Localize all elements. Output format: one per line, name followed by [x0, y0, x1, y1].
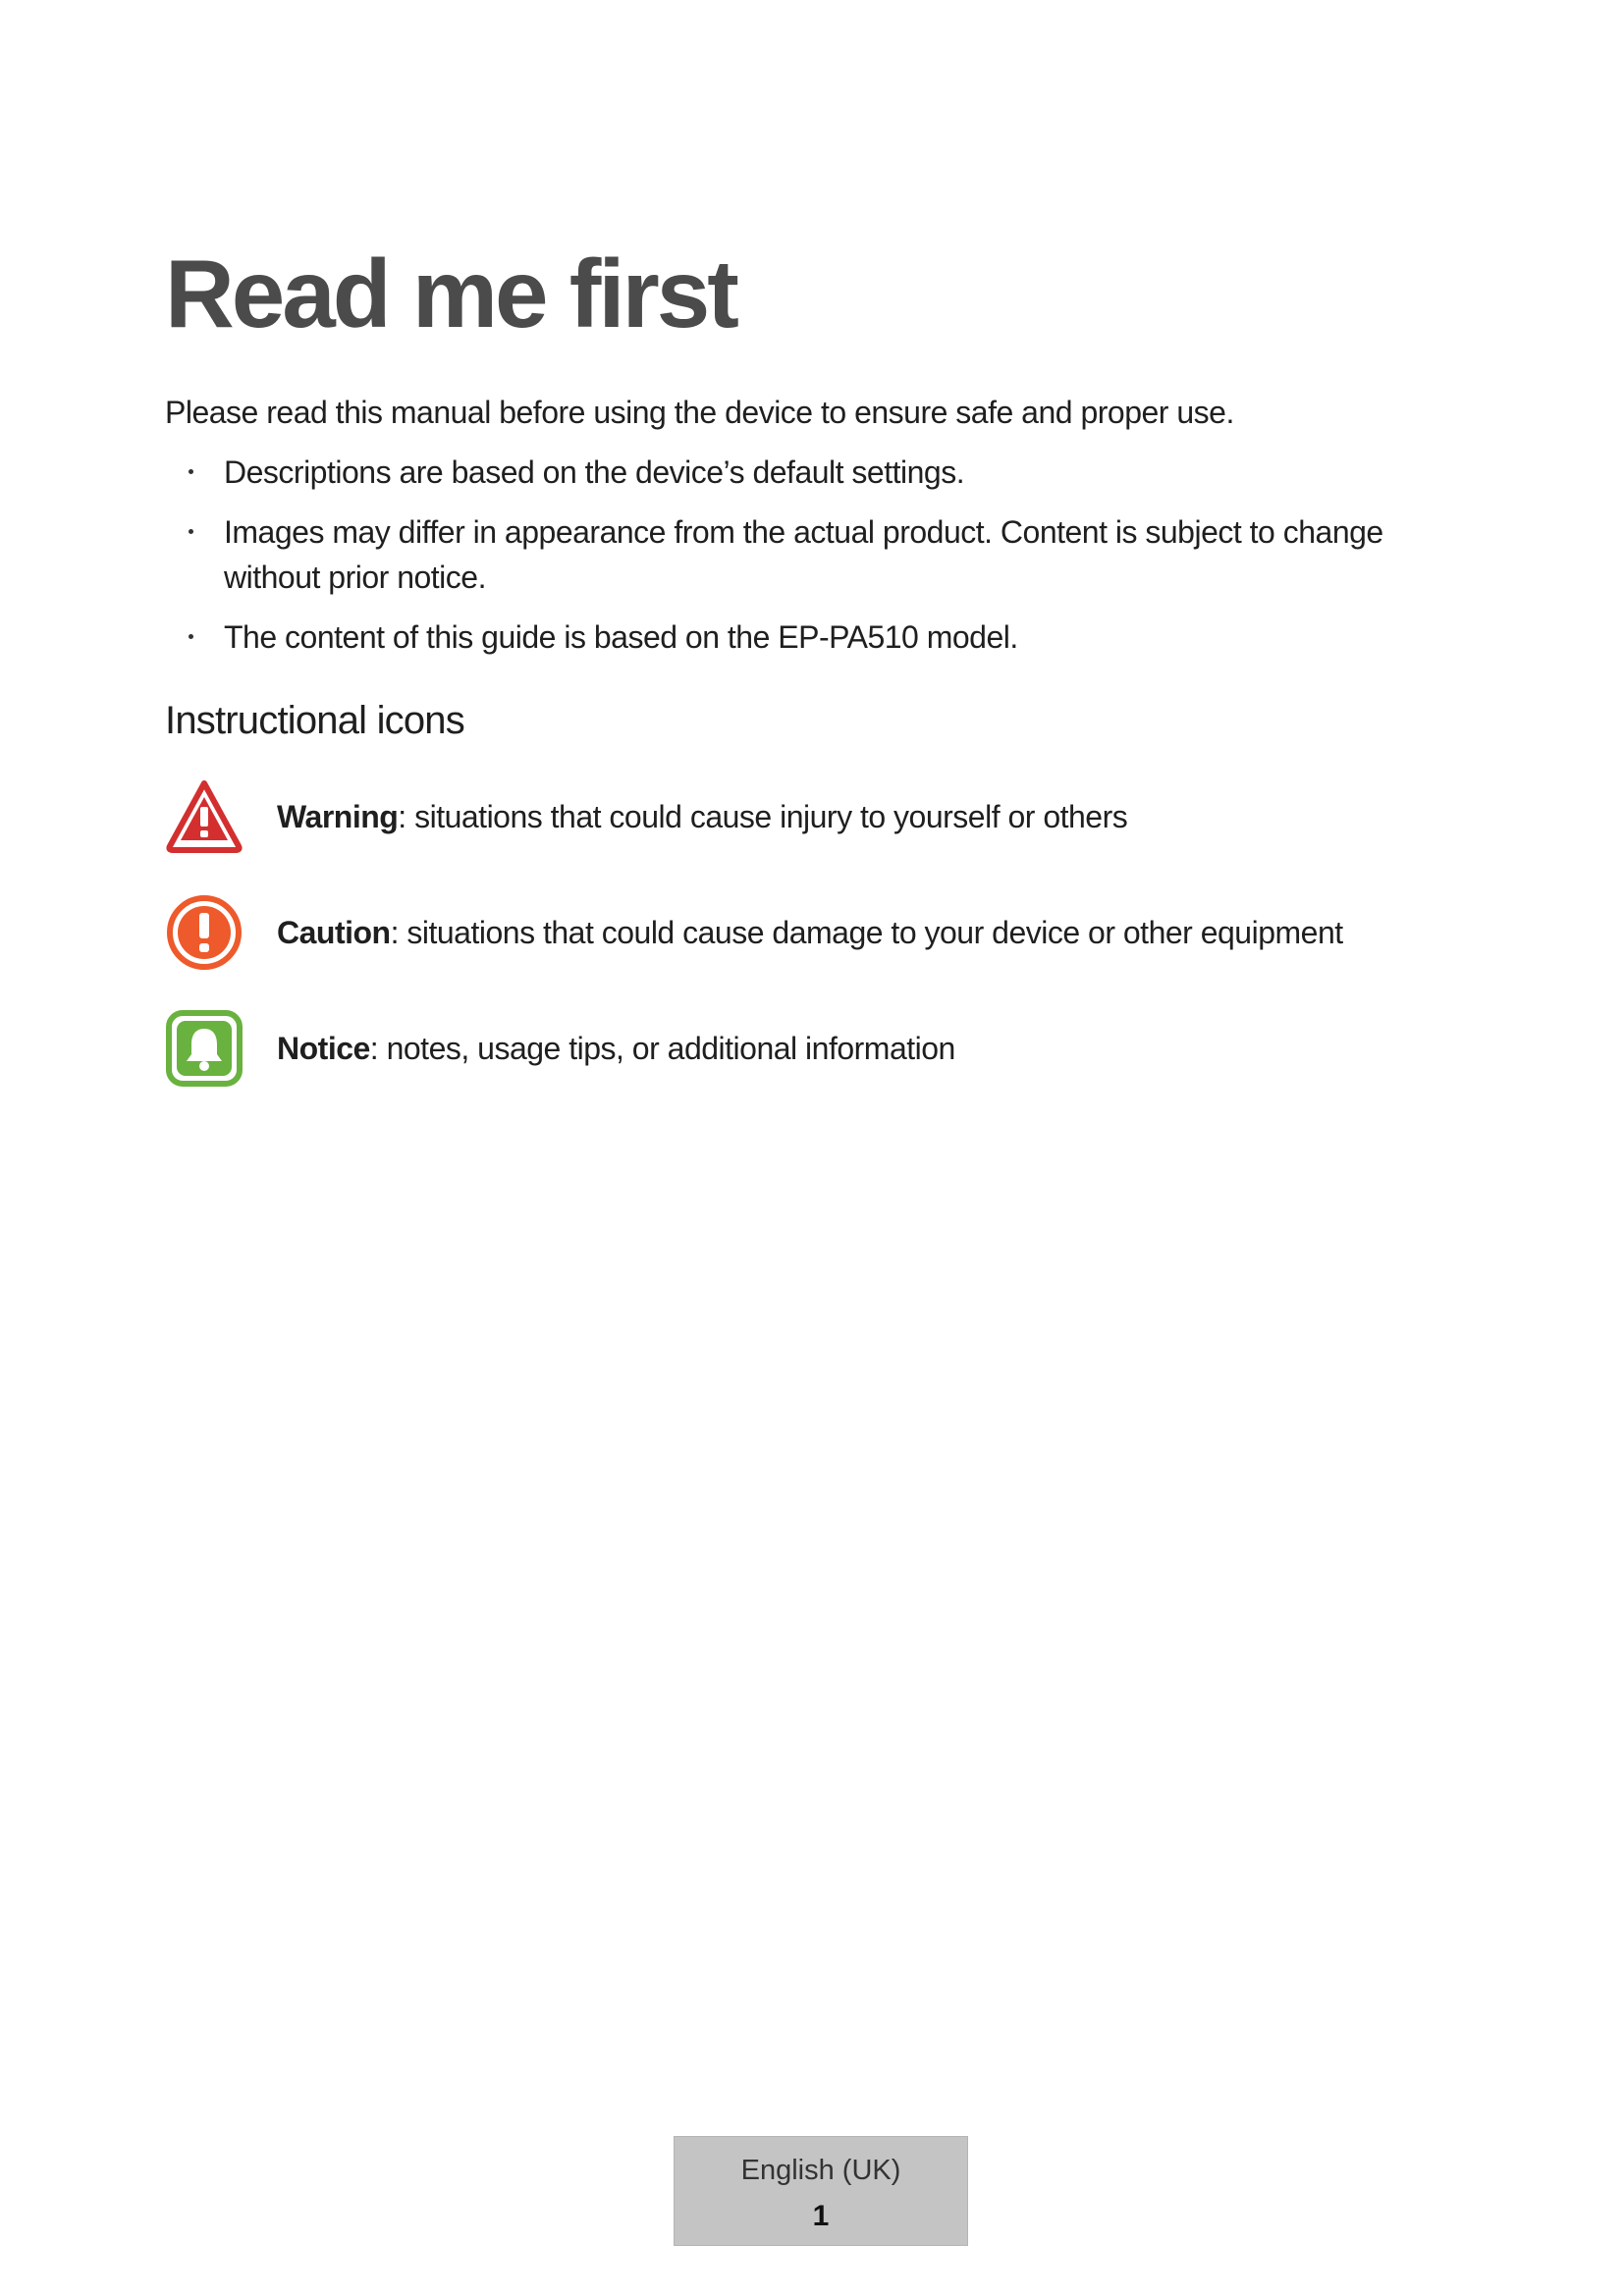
page-title: Read me first: [165, 240, 736, 347]
list-item: [165, 450, 1471, 495]
warning-label: Warning: [277, 799, 399, 834]
notice-separator: :: [369, 1031, 379, 1066]
list-item-text: Images may differ in appearance from the actual product. Content is subject to change without prior notice.: [224, 514, 1383, 595]
caution-label: Caution: [277, 915, 391, 950]
caution-description: [277, 911, 1343, 954]
list-item: [165, 614, 1471, 660]
notice-label: Notice: [277, 1031, 370, 1066]
list-item-text: The content of this guide is based on the EP-PA510 model.: [224, 619, 1018, 655]
caution-text: situations that could cause damage to your device or other equipment: [398, 915, 1343, 950]
bullet-dot-icon: [189, 529, 193, 534]
notice-row: [165, 1009, 1540, 1088]
warning-triangle-icon: [165, 777, 244, 856]
warning-separator: :: [398, 799, 406, 834]
bullet-list: [165, 450, 1471, 674]
section-heading: Instructional icons: [165, 699, 464, 742]
warning-description: [277, 795, 1127, 838]
list-item: [165, 509, 1471, 600]
warning-text: situations that could cause injury to yourself or others: [406, 799, 1128, 834]
caution-separator: :: [390, 915, 399, 950]
footer-language: English (UK): [740, 2155, 901, 2186]
notice-text: notes, usage tips, or additional information: [378, 1031, 955, 1066]
bullet-dot-icon: [189, 634, 193, 639]
bullet-dot-icon: [189, 469, 193, 474]
notice-description: [277, 1027, 955, 1070]
warning-row: [165, 777, 1540, 856]
intro-paragraph: Please read this manual before using the device to ensure safe and proper use.: [165, 395, 1234, 430]
notice-bell-icon: [165, 1009, 244, 1088]
caution-row: [165, 893, 1540, 972]
caution-circle-icon: [165, 893, 244, 972]
page-footer: [674, 2136, 968, 2246]
page-number: 1: [812, 2200, 830, 2232]
list-item-text: Descriptions are based on the device’s default settings.: [224, 454, 965, 490]
